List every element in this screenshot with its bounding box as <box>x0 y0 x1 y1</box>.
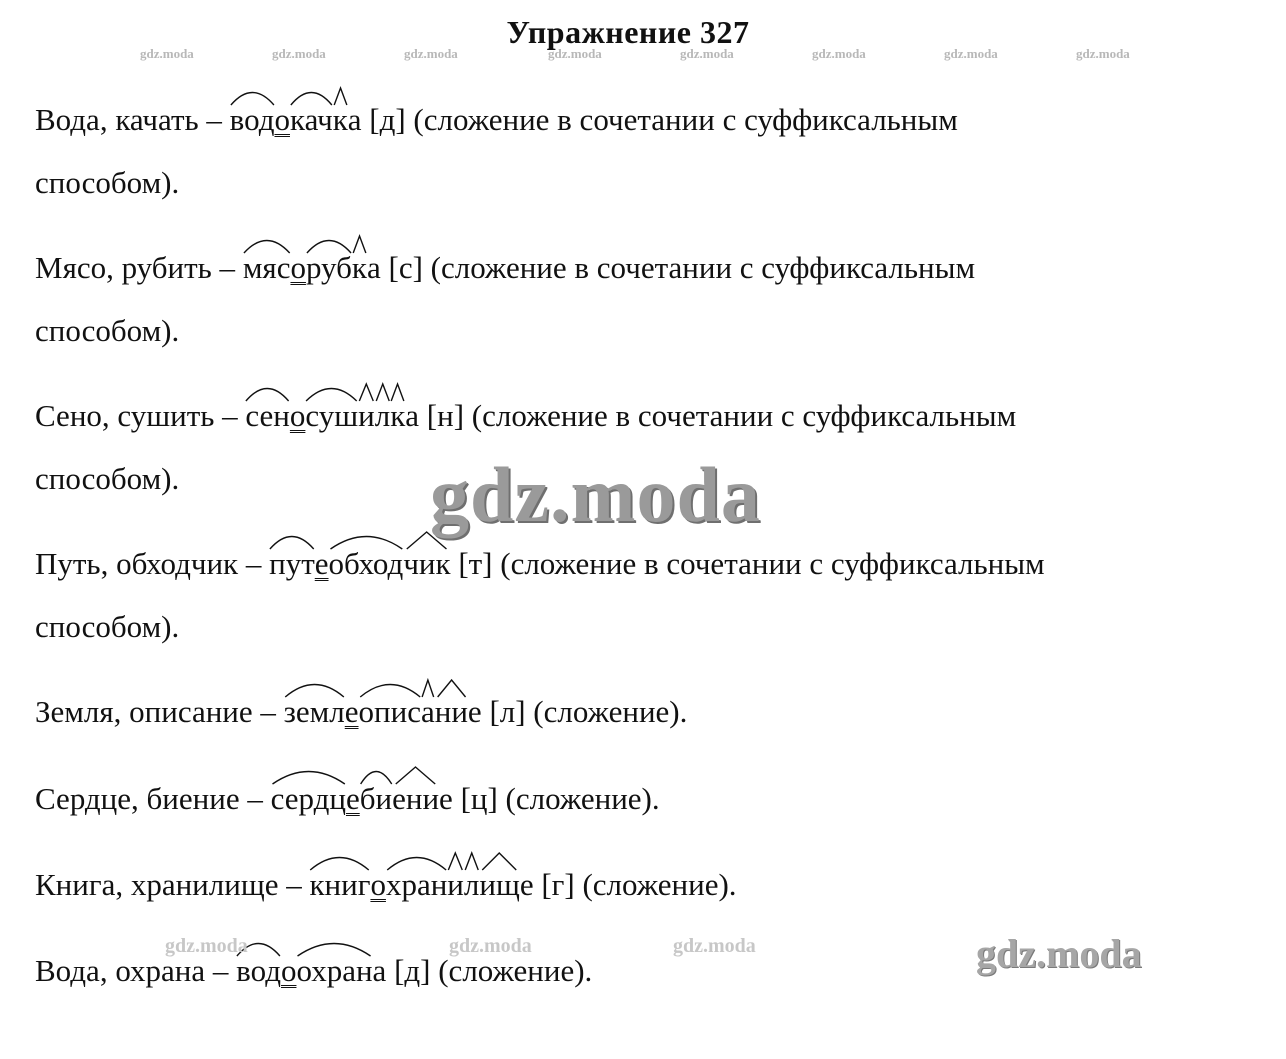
morpheme-root: опис <box>359 696 421 727</box>
morpheme-interfix: е <box>314 546 329 581</box>
morpheme-root: сен <box>245 400 290 431</box>
morpheme-root: книг <box>309 869 370 900</box>
morpheme-interfix: е <box>345 781 360 816</box>
derivation-note: [д] (сложение в сочетании с суффиксальным <box>361 102 958 137</box>
suffix-caret-mark <box>390 382 405 402</box>
watermark-text: gdz.moda <box>404 46 458 61</box>
morpheme-suffix: чик <box>403 548 450 579</box>
morpheme-interfix: о <box>290 250 306 285</box>
derivation-note: [ц] (сложение). <box>452 781 660 816</box>
watermark-logo: gdz.moda <box>430 451 761 538</box>
watermark-row <box>0 46 1286 64</box>
watermark-text: gdz.moda <box>140 46 194 61</box>
morpheme-suffix: л <box>464 869 479 900</box>
morpheme-suffix: ени <box>392 783 439 814</box>
morpheme-ending: а <box>372 953 387 988</box>
watermark-text: gdz.moda <box>812 46 866 61</box>
suffix-caret-mark <box>358 382 375 402</box>
morpheme-suffix: и <box>358 400 375 431</box>
exercise-line <box>35 869 737 900</box>
derivation-note: [с] (сложение в сочетании с суффиксальным <box>380 250 976 285</box>
morpheme-suffix: ищ <box>479 869 519 900</box>
morpheme-ending: а <box>347 102 362 137</box>
exercise-line <box>35 252 975 283</box>
morpheme-interfix: о <box>274 102 290 137</box>
derived-word <box>245 400 419 431</box>
page-title: Упражнение 327 <box>506 14 750 50</box>
morpheme-ending: а <box>405 398 420 433</box>
root-arc-mark <box>309 851 370 871</box>
morpheme-root: руб <box>306 252 352 283</box>
derivation-note: [г] (сложение). <box>533 867 737 902</box>
watermark-logo-corner: gdz.moda <box>976 931 1142 976</box>
derivation-note: [н] (сложение в сочетании с суффиксальным <box>419 398 1017 433</box>
suffix-caret-mark <box>352 234 367 254</box>
derived-word <box>271 783 453 814</box>
root-arc-mark <box>245 382 290 402</box>
suffix-caret-mark <box>392 765 439 785</box>
morpheme-root: земл <box>284 696 345 727</box>
root-arc-mark <box>269 530 315 550</box>
watermark-text: gdz.moda <box>272 46 326 61</box>
watermark-text: gdz.moda <box>1076 46 1130 61</box>
morpheme-ending: а <box>366 250 381 285</box>
exercise-line <box>35 548 1045 579</box>
morpheme-root: пут <box>269 548 315 579</box>
derivation-note-continued: способом). <box>35 165 180 200</box>
morpheme-root: сердц <box>271 783 346 814</box>
source-words: Книга, хранилище – <box>35 867 310 902</box>
root-arc-mark <box>306 234 352 254</box>
morpheme-suffix: к <box>352 252 367 283</box>
morpheme-ending: е <box>467 694 482 729</box>
suffix-caret-mark <box>375 382 390 402</box>
morpheme-interfix: о <box>370 867 386 902</box>
watermark-text: gdz.moda <box>548 46 602 61</box>
derivation-note-continued: способом). <box>35 313 180 348</box>
exercise-line <box>35 696 687 727</box>
root-arc-mark <box>359 678 421 698</box>
morpheme-suffix: к <box>333 104 348 135</box>
morpheme-ending: е <box>439 781 453 816</box>
root-arc-mark <box>271 765 346 785</box>
watermark-text: gdz.moda <box>165 935 248 957</box>
morpheme-root: кач <box>290 104 333 135</box>
source-words: Земля, описание – <box>35 694 284 729</box>
source-words: Вода, качать – <box>35 102 230 137</box>
root-arc-mark <box>243 234 291 254</box>
root-arc-mark <box>360 765 392 785</box>
source-words: Сердце, биение – <box>35 781 271 816</box>
watermark-text: gdz.moda <box>680 46 734 61</box>
derived-word <box>236 955 386 986</box>
root-arc-mark <box>290 86 333 106</box>
derivation-note: [т] (сложение в сочетании с суффиксальным <box>450 546 1045 581</box>
morpheme-suffix: и <box>447 869 464 900</box>
root-arc-mark <box>230 86 275 106</box>
watermark-text: gdz.moda <box>944 46 998 61</box>
morpheme-root: охран <box>296 955 372 986</box>
source-words: Мясо, рубить – <box>35 250 243 285</box>
derived-word <box>269 548 450 579</box>
morpheme-root: вод <box>230 104 275 135</box>
morpheme-suffix: ни <box>435 696 468 727</box>
morpheme-root: хран <box>386 869 447 900</box>
derived-word <box>243 252 381 283</box>
morpheme-interfix: е <box>344 694 359 729</box>
morpheme-root: обход <box>329 548 404 579</box>
suffix-caret-mark <box>447 851 464 871</box>
derived-word <box>230 104 362 135</box>
suffix-caret-mark <box>464 851 479 871</box>
morpheme-suffix: а <box>421 696 435 727</box>
morpheme-suffix: к <box>390 400 405 431</box>
exercise-line <box>35 783 660 814</box>
morpheme-root: би <box>360 783 392 814</box>
source-words: Путь, обходчик – <box>35 546 270 581</box>
exercise-line <box>35 400 1016 431</box>
exercise-line <box>35 104 958 135</box>
morpheme-interfix: о <box>280 953 297 988</box>
morpheme-root: мяс <box>243 252 291 283</box>
morpheme-ending: е <box>519 867 534 902</box>
suffix-caret-mark <box>435 678 468 698</box>
derivation-note-continued: способом). <box>35 461 180 496</box>
derivation-note: [д] (сложение). <box>386 953 593 988</box>
root-arc-mark <box>296 937 372 957</box>
derivation-note: [л] (сложение). <box>481 694 688 729</box>
root-arc-mark <box>305 382 358 402</box>
root-arc-mark <box>386 851 447 871</box>
derived-word <box>309 869 533 900</box>
root-arc-mark <box>284 678 345 698</box>
watermark-text: gdz.moda <box>449 935 532 957</box>
suffix-caret-mark <box>333 86 348 106</box>
morpheme-root: суш <box>305 400 358 431</box>
morpheme-interfix: о <box>289 398 306 433</box>
suffix-caret-mark <box>421 678 435 698</box>
derivation-note-continued: способом). <box>35 609 180 644</box>
derived-word <box>284 696 482 727</box>
suffix-caret-mark <box>479 851 519 871</box>
watermark-text: gdz.moda <box>673 935 756 957</box>
source-words: Вода, охрана – <box>35 953 237 988</box>
root-arc-mark <box>329 530 404 550</box>
morpheme-suffix: л <box>375 400 390 431</box>
source-words: Сено, сушить – <box>35 398 246 433</box>
exercise-line <box>35 955 592 986</box>
morpheme-root: вод <box>236 955 281 986</box>
